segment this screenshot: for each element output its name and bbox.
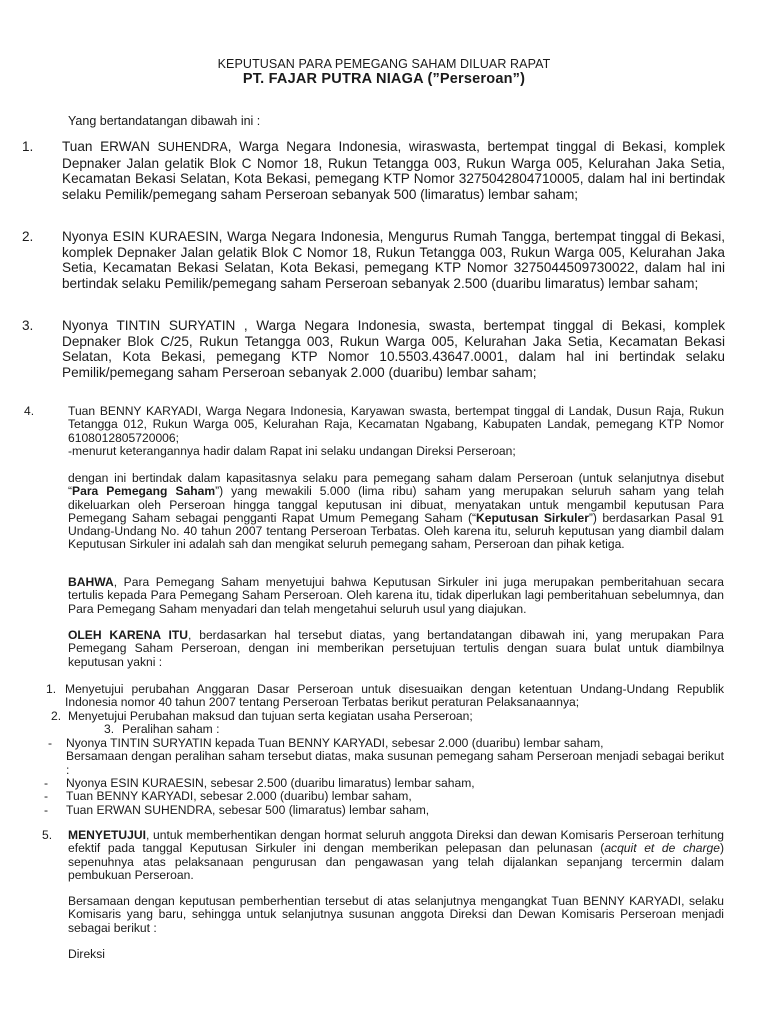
party-text xyxy=(62,139,725,202)
party-details: Tuan BENNY KARYADI, Warga Negara Indonesia, Karyawan swasta, bertempat tinggal di Landak, Dusun Raja, Rukun Tetangga 012, Rukun Warga 005, Kelurahan Raja, Kecamatan Ngabang, Kabupaten Landak, pemegang KTP Nomor 610801280572000 xyxy=(68,404,724,445)
party-number: 2. xyxy=(22,229,34,244)
decision-item-3 xyxy=(104,723,724,736)
decision-text: Peralihan saham : xyxy=(122,722,220,736)
intro-text: Yang bertandatangan dibawah ini : xyxy=(68,114,261,128)
decision5-italic-term: acquit et de charge xyxy=(604,841,720,856)
party-number: 4. xyxy=(24,404,35,418)
dash-bullet: - xyxy=(44,776,49,790)
decision5-text-1: , untuk memberhentikan dengan hormat seluruh anggota Direksi dan dewan Komisaris Perseroan terhitung efektif pada tanggal Keputusan Sirkuler ini dengan memberikan pelepasan dan pelunasan ( xyxy=(68,828,724,856)
transfer-continuation: Bersamaan dengan peralihan saham tersebut diatas, maka susunan pemegang saham Perseroan menjadi sebagai berikut : xyxy=(66,749,724,777)
dash-bullet: - xyxy=(48,736,53,750)
party-text: Nyonya TINTIN SURYATIN , Warga Negara Indonesia, swasta, bertempat tinggal di Bekasi, komplek Depnaker Blok C/25, Rukun Tetangga 003, Rukun Warga 005, Kelurahan Jaka Setia, Kecamatan Bekasi Selatan, Kota Bekasi, pemegang KTP Nomor 10.5503.43647.0001, dalam hal ini bertindak selaku Pemilik/pemegang saham Perseroan sebanyak 2.000 (duaribu) lembar saham; xyxy=(62,318,725,380)
party-text: Nyonya ESIN KURAESIN, Warga Negara Indonesia, Mengurus Rumah Tangga, bertempat tinggal di Bekasi, komplek Depnaker Jalan gelatik Blok C Nomor 18, Rukun Tetangga 003, Rukun Warga 005, Kelurahan Jaka Setia, Kecamatan Bekasi Selatan, Kota Bekasi, pemegang KTP Nomor 3275044509730022, dalam hal ini bertindak selaku Pemilik/pemegang saham Perseroan sebanyak 2.500 (duaribu limaratus) lembar saham; xyxy=(62,229,725,291)
decision5-lead: MENYETUJUI xyxy=(68,828,146,842)
party-number: 3. xyxy=(22,318,34,333)
party-item-1 xyxy=(22,139,725,202)
capacity-paragraph xyxy=(68,472,724,552)
decision-text: Menyetujui perubahan Anggaran Dasar Perseroan untuk disesuaikan dengan ketentuan Undang-Undang Republik Indonesia nomor 40 tahun 2007 tentang Perseroan Terbatas berikut peraturan Pelaksanaannya; xyxy=(65,682,724,710)
shareholder-list xyxy=(44,777,724,817)
capacity-text-1: dengan ini bertindak dalam kapasitasnya selaku para pemegang saham dalam Perseroan (untuk selanjutnya disebut “ xyxy=(68,471,724,499)
oleh-text: , berdasarkan hal tersebut diatas, yang bertandatangan dibawah ini, yang merupakan Para Pemegang Saham Perseroan, dengan ini memberikan persetujuan tertulis dengan suara bulat untuk diambilnya keputusan yakni : xyxy=(68,628,724,669)
capacity-text-2: ”) yang mewakili 5.000 (lima ribu) saham yang merupakan seluruh saham yang telah dikeluarkan oleh Perseroan hingga tanggal keputusan ini dibuat, menyatakan untuk mengambil keputusan Para Pemegang Saham sebagai pengganti Rapat Umum Pemegang Saham (“ xyxy=(68,484,724,525)
transfer-text: Nyonya TINTIN SURYATIN kepada Tuan BENNY KARYADI, sebesar 2.000 (duaribu) lembar saham, xyxy=(66,736,604,750)
decision-item-1 xyxy=(46,683,724,710)
party-text xyxy=(68,405,724,445)
oleh-karena-itu-paragraph xyxy=(68,629,724,669)
decision-number: 3. xyxy=(104,722,115,736)
closing-paragraph: Bersamaan dengan keputusan pemberhentian tersebut di atas selanjutnya mengangkat Tuan BENNY KARYADI, selaku Komisaris yang baru, sehingga untuk selanjutnya susunan anggota Direksi dan Dewan Komisaris Perseroan menjadi sebagai berikut : xyxy=(68,894,724,935)
party-number: 1. xyxy=(22,139,34,154)
bahwa-lead: BAHWA xyxy=(68,575,114,589)
party-details: , Warga Negara Indonesia, wiraswasta, bertempat tinggal di Bekasi, komplek Depnaker Jalan gelatik Blok C Nomor 18, Rukun Tetangga 003, Rukun Warga 005, Kelurahan Jaka Setia, Kecamatan Bekasi Selatan, Kota Bekasi, pemegang KTP Nomor 3275042804710005, dalam hal ini bertindak selaku Pemilik/pemegang saham Perseroan sebanyak 500 (limaratus) lembar saham; xyxy=(62,139,725,202)
party-item-4 xyxy=(24,405,724,458)
transfer-item xyxy=(48,737,724,777)
bahwa-text: , Para Pemegang Saham menyetujui bahwa Keputusan Sirkuler ini juga merupakan pemberitahuan secara tertulis kepada Para Pemegang Saham Perseroan. Oleh karena itu, tidak diperlukan lagi pemberitahuan sebelumnya, dan Para Pemegang Saham menyadari dan telah mengetahui seluruh usul yang diajukan. xyxy=(68,575,724,616)
bahwa-paragraph xyxy=(68,576,724,616)
shareholder-text: Tuan ERWAN SUHENDRA, sebesar 500 (limaratus) lembar saham, xyxy=(66,802,430,817)
oleh-lead: OLEH KARENA ITU xyxy=(68,628,189,642)
decision5-text-2: ) sepenuhnya atas pelaksanaan pengurusan dan pengawasan yang telah dijalankan sepanjang tercermin dalam pembukuan Perseroan. xyxy=(68,841,724,882)
document-title-line1: KEPUTUSAN PARA PEMEGANG SAHAM DILUAR RAPAT xyxy=(217,57,551,71)
term-para-pemegang-saham: Para Pemegang Saham xyxy=(72,484,216,499)
party-details-end: 6; xyxy=(168,430,179,445)
decision-item-5 xyxy=(42,829,724,882)
shareholder-text: Nyonya ESIN KURAESIN, sebesar 2.500 (duaribu limaratus) lembar saham, xyxy=(66,776,475,790)
shareholder-item xyxy=(44,804,724,817)
section-label-direksi: Direksi xyxy=(68,947,105,961)
party-note: -menurut keterangannya hadir dalam Rapat ini selaku undangan Direksi Perseroan; xyxy=(68,443,516,458)
party-name-last: SUHENDRA xyxy=(157,140,228,154)
shareholder-text: Tuan BENNY KARYADI, sebesar 2.000 (duaribu) lembar saham, xyxy=(66,789,412,804)
party-item-3 xyxy=(22,318,725,380)
decision-number: 5. xyxy=(42,828,53,842)
party-name-first: ERWAN xyxy=(100,139,150,154)
dash-bullet: - xyxy=(44,789,49,804)
decision-text: Menyetujui Perubahan maksud dan tujuan serta kegiatan usaha Perseroan; xyxy=(68,709,473,723)
party-item-2 xyxy=(22,229,725,291)
decision-number: 1. xyxy=(46,682,57,696)
shareholder-item xyxy=(44,777,724,790)
document-title-company: PT. FAJAR PUTRA NIAGA (”Perseroan”) xyxy=(242,71,526,87)
decision-text xyxy=(68,829,724,882)
decision-number: 2. xyxy=(51,709,62,723)
dash-bullet: - xyxy=(44,802,49,817)
shareholder-item xyxy=(44,790,724,803)
term-keputusan-sirkuler: Keputusan Sirkuler xyxy=(476,510,589,525)
capacity-text-3: ”) berdasarkan Pasal 91 Undang-Undang No. 40 tahun 2007 tentang Perseroan Terbatas. Oleh karena itu, seluruh keputusan yang diambil dalam Keputusan Sirkuler ini adalah sah dan mengikat seluruh pemegang saham, Perseroan dan pihak ketiga. xyxy=(68,510,724,552)
party-salutation: Tuan xyxy=(62,139,93,154)
